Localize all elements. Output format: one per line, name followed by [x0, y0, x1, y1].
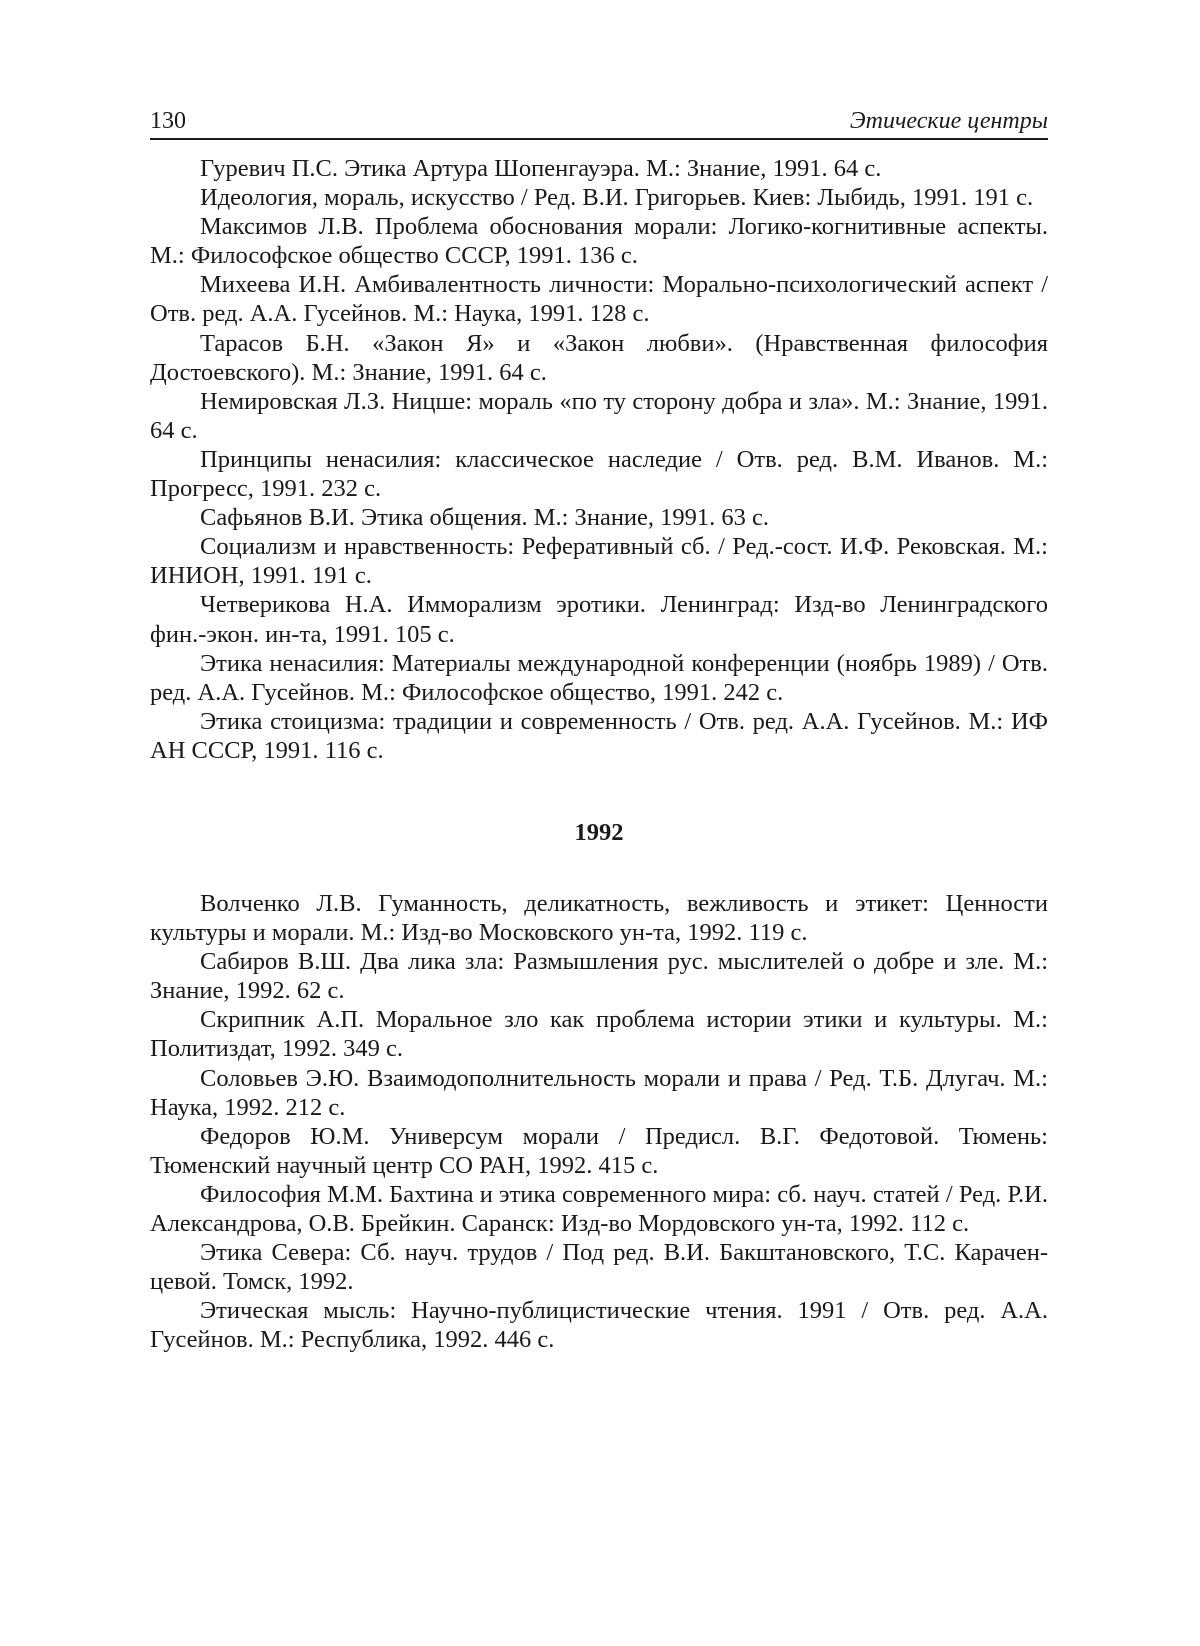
bibliography-entry: Соловьев Э.Ю. Взаимодополнительность морали и права / Ред. Т.Б. Длугач. М.: Наука, 1992. 212 с.	[150, 1064, 1048, 1121]
bibliography-entry: Четверикова Н.А. Имморализм эротики. Ленинград: Изд-во Ленинградского фин.-экон. ин-та, 1991. 105 с.	[150, 591, 1048, 648]
bibliography-entry: Михеева И.Н. Амбивалентность личности: Морально-психологический аспект / Отв. ред. А.А. Гусейнов. М.: Наука, 1991. 128 с.	[150, 271, 1048, 328]
bibliography-entry: Скрипник А.П. Моральное зло как проблема истории этики и культуры. М.: Политиздат, 1992. 349 с.	[150, 1006, 1048, 1063]
bibliography-entry: Сафьянов В.И. Этика общения. М.: Знание, 1991. 63 с.	[200, 504, 770, 532]
bibliography-list	[150, 154, 1048, 1354]
bibliography-entry: Принципы ненасилия: классическое наследие / Отв. ред. В.М. Иванов. М.: Прогресс, 1991. 232 с.	[150, 445, 1048, 503]
running-title: Этические центры	[849, 108, 1048, 134]
bibliography-entry: Этика ненасилия: Материалы международной конференции (ноябрь 1989) / Отв. ред. А.А. Гусейнов. М.: Философское общество, 1991. 242 с.	[150, 649, 1048, 706]
bibliography-entry: Тарасов Б.Н. «Закон Я» и «Закон любви». (Нравственная философия Достоевского). М.: Знание, 1991. 64 с.	[150, 329, 1048, 386]
year-heading: 1992	[574, 818, 624, 846]
bibliography-entry: Этика Севера: Сб. науч. трудов / Под ред. В.И. Бакштановского, Т.С. Караченцевой. Томск, 1992.	[150, 1239, 1048, 1296]
bibliography-entry: Социализм и нравственность: Реферативный сб. / Ред.-сост. И.Ф. Рековская. М.: ИНИОН, 1991. 191 с.	[150, 533, 1048, 590]
bibliography-entry: Этика стоицизма: традиции и современность / Отв. ред. А.А. Гусейнов. М.: ИФ АН СССР, 1991. 116 с.	[150, 707, 1048, 764]
bibliography-entry: Философия М.М. Бахтина и этика современного мира: сб. науч. статей / Ред. Р.И. Александрова, О.В. Брейкин. Саранск: Изд-во Мордовского ун-та, 1992. 112 с.	[150, 1180, 1048, 1237]
page-header	[150, 104, 1048, 140]
bibliography-entry: Идеология, мораль, искусство / Ред. В.И. Григорьев. Киев: Лыбидь, 1991. 191 с.	[200, 184, 1034, 212]
bibliography-entry: Федоров Ю.М. Универсум морали / Предисл. В.Г. Федотовой. Тюмень: Тюменский научный центр СО РАН, 1992. 415 с.	[150, 1122, 1048, 1179]
bibliography-entry: Этическая мысль: Научно-публицистические чтения. 1991 / Отв. ред. А.А. Гусейнов. М.: Республика, 1992. 446 с.	[150, 1297, 1048, 1354]
bibliography-entry: Гуревич П.С. Этика Артура Шопенгауэра. М.: Знание, 1991. 64 с.	[200, 155, 882, 182]
bibliography-entry: Волченко Л.В. Гуманность, деликатность, вежливость и этикет: Ценности культуры и морали. М.: Изд-во Московского ун-та, 1992. 119 с.	[150, 889, 1048, 947]
bibliography-entry: Максимов Л.В. Проблема обоснования морали: Логико-когнитивные аспекты. М.: Философское общество СССР, 1991. 136 с.	[150, 213, 1048, 270]
page-number: 130	[150, 108, 186, 134]
bibliography-entry: Сабиров В.Ш. Два лика зла: Размышления рус. мыслителей о добре и зле. М.: Знание, 1992. 62 с.	[150, 948, 1048, 1005]
bibliography-entry: Немировская Л.З. Ницше: мораль «по ту сторону добра и зла». М.: Знание, 1991. 64 с.	[150, 387, 1048, 444]
